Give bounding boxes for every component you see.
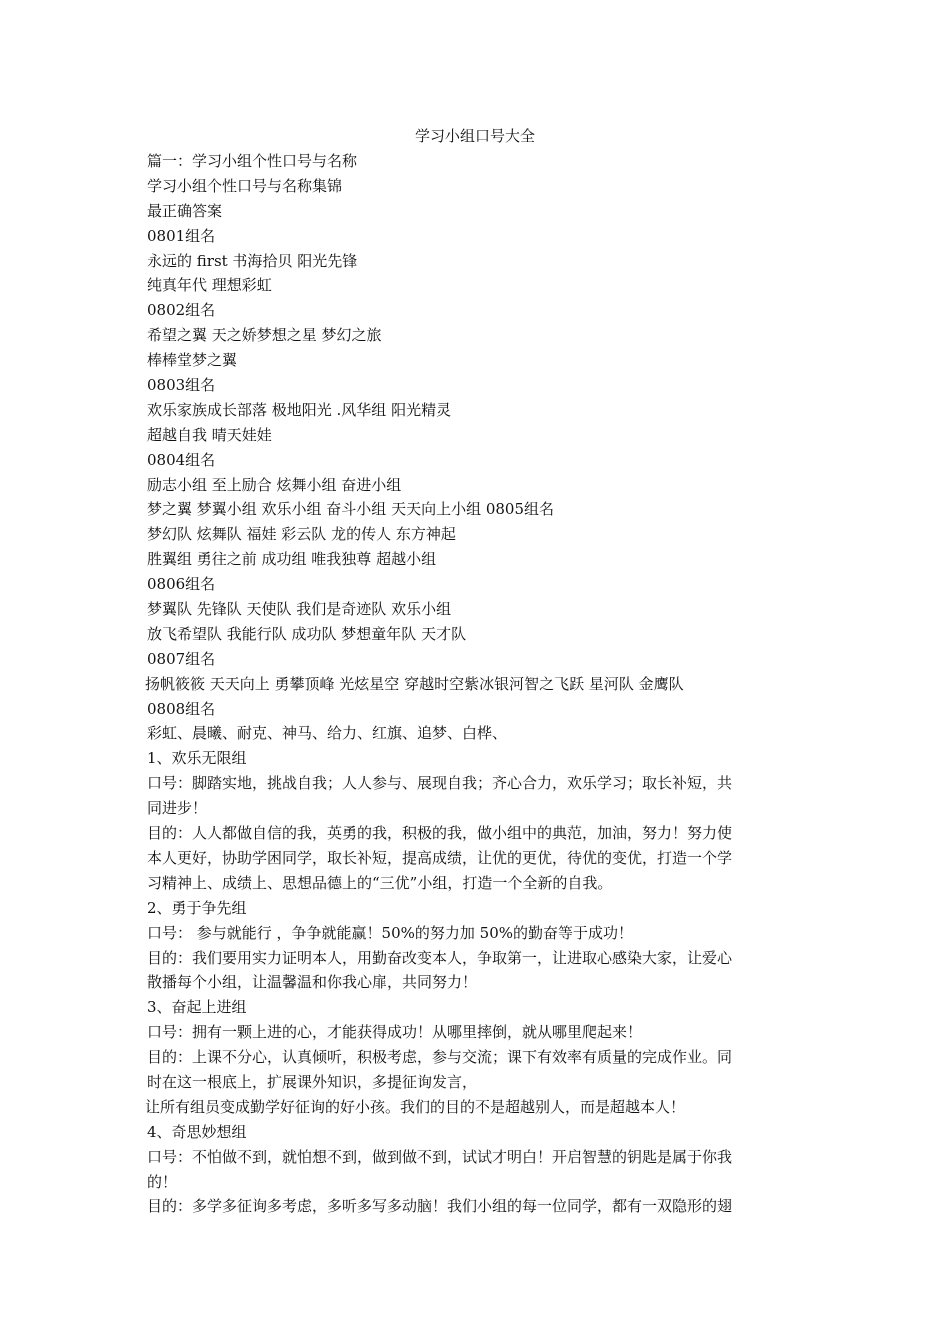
text-line: 让所有组员变成勤学好征询的好小孩。我们的目的不是超越别人，而是超越本人！: [145, 1097, 686, 1116]
text-line: 本人更好，协助学困同学，取长补短，提高成绩，让优的更优，待优的变优，打造一个学: [147, 848, 733, 867]
subsection-heading: 4、奇思妙想组: [147, 1122, 247, 1141]
document-title: 学习小组口号大全: [414, 127, 535, 145]
group-heading: 0808组名: [147, 699, 216, 718]
subsection-heading: 2、勇于争先组: [147, 898, 247, 917]
text-line: 最正确答案: [147, 201, 223, 220]
group-heading: 0801组名: [147, 226, 216, 245]
text-line: 的！: [147, 1172, 178, 1191]
text-line: 散播每个小组，让温馨温和你我心扉，共同努力！: [147, 973, 478, 992]
text-line: 口号： 参与就能行 ，争争就能赢！50%的努力加 50%的勤奋等于成功！: [147, 923, 633, 942]
text-line: 习精神上、成绩上、思想品德上的“三优”小组，打造一个全新的自我。: [147, 873, 613, 892]
text-line: 口号：脚踏实地，挑战自我；人人参与、展现自我；齐心合力，欢乐学习；取长补短，共: [147, 774, 733, 793]
text-line: 希望之翼 天之娇梦想之星 梦幻之旅: [147, 326, 382, 345]
text-line: 目的：我们要用实力证明本人，用勤奋改变本人，争取第一，让进取心感染大家，让爱心: [147, 948, 733, 967]
subsection-heading: 1、欢乐无限组: [147, 749, 247, 768]
text-line: 目的：多学多征询多考虑，多听多写多动脑！我们小组的每一位同学，都有一双隐形的翅: [147, 1197, 733, 1216]
text-line: 放飞希望队 我能行队 成功队 梦想童年队 天才队: [147, 624, 467, 643]
text-line: 棒棒堂梦之翼: [147, 351, 238, 370]
group-heading: 0804组名: [147, 450, 216, 469]
text-line: 梦幻队 炫舞队 福娃 彩云队 龙的传人 东方神起: [147, 525, 456, 544]
document-body: [147, 149, 807, 1219]
text-line: 超越自我 晴天娃娃: [147, 425, 272, 444]
subsection-heading: 3、奋起上进组: [147, 998, 247, 1017]
text-line: 学习小组个性口号与名称集锦: [147, 176, 343, 195]
text-line: 梦翼队 先锋队 天使队 我们是奇迹队 欢乐小组: [147, 600, 452, 619]
text-line: 扬帆筱筱 天天向上 勇攀顶峰 光炫星空 穿越时空紫冰银河智之飞跃 星河队 金鹰队: [145, 674, 684, 693]
group-heading: 0803组名: [147, 376, 216, 395]
group-heading: 0806组名: [147, 575, 216, 594]
text-line: 时在这一根底上，扩展课外知识，多提征询发言，: [147, 1072, 478, 1091]
group-heading: 0802组名: [147, 301, 216, 320]
text-line: 欢乐家族成长部落 极地阳光 .风华组 阳光精灵: [147, 400, 452, 419]
group-heading: 0807组名: [147, 649, 216, 668]
text-line: 目的：上课不分心，认真倾听，积极考虑，参与交流；课下有效率有质量的完成作业。同: [147, 1048, 733, 1067]
text-line: 励志小组 至上励合 炫舞小组 奋进小组: [147, 475, 402, 494]
section-heading: 篇一：学习小组个性口号与名称: [147, 152, 358, 170]
text-line: 胜翼组 勇往之前 成功组 唯我独尊 超越小组: [147, 550, 437, 569]
text-line: 目的：人人都做自信的我，英勇的我，积极的我，做小组中的典范，加油，努力！努力使: [147, 824, 733, 843]
text-line: 口号：不怕做不到，就怕想不到，做到做不到，试试才明白！开启智慧的钥匙是属于你我: [147, 1147, 733, 1166]
text-line: 彩虹、晨曦、耐克、神马、给力、红旗、追梦、白桦、: [147, 724, 508, 743]
text-line: 梦之翼 梦翼小组 欢乐小组 奋斗小组 天天向上小组 0805组名: [147, 500, 555, 519]
text-line: 口号：拥有一颗上进的心，才能获得成功！从哪里摔倒，就从哪里爬起来！: [147, 1023, 643, 1042]
text-line: 同进步！: [147, 799, 208, 818]
text-line: 永远的 first 书海拾贝 阳光先锋: [147, 251, 358, 270]
text-line: 纯真年代 理想彩虹: [147, 276, 272, 295]
